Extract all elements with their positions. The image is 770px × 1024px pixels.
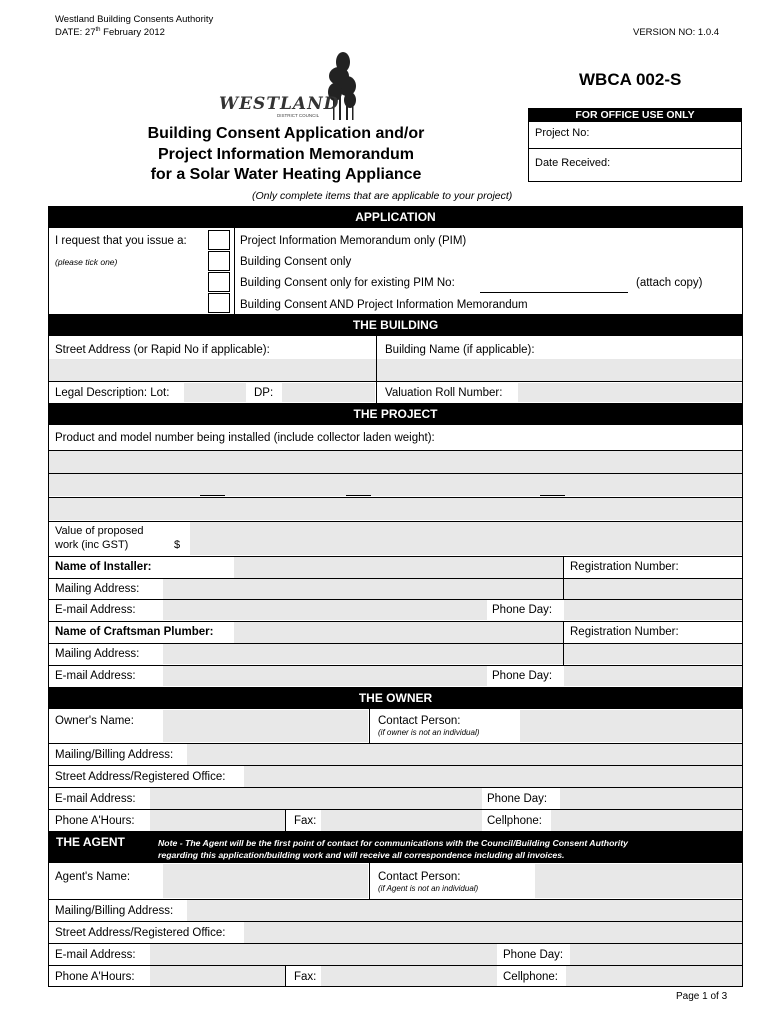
project-no-label: Project No: [535, 127, 590, 139]
application-heading: APPLICATION [48, 206, 743, 228]
title-note: (Only complete items that are applicable to your project) [252, 190, 513, 202]
agent-email-input[interactable] [150, 944, 497, 965]
owner-phone-ah-input[interactable] [150, 810, 285, 831]
installer-email-label: E-mail Address: [55, 604, 136, 616]
agent-phone-day-input[interactable] [570, 944, 742, 965]
installer-registration-input[interactable] [564, 579, 742, 599]
installer-email-input[interactable] [163, 600, 487, 620]
plumber-email-label: E-mail Address: [55, 670, 136, 682]
product-tick-mark-1 [200, 495, 225, 496]
valuation-roll-label: Valuation Roll Number: [385, 387, 503, 399]
owner-phone-day-label: Phone Day: [487, 793, 548, 805]
date-suffix: February 2012 [100, 27, 165, 39]
owner-fax-input[interactable] [321, 810, 482, 831]
agent-phone-ah-input[interactable] [150, 966, 285, 986]
agent-fax-divider [285, 965, 286, 987]
attach-copy-note: (attach copy) [636, 277, 703, 289]
installer-mailing-input[interactable] [163, 579, 563, 599]
version-number: VERSION NO: 1.0.4 [633, 27, 720, 38]
plumber-phone-day-input[interactable] [564, 666, 742, 686]
street-address-label: Street Address (or Rapid No if applicable): [55, 344, 270, 356]
option-consent-existing-pim: Building Consent only for existing PIM No: [240, 277, 455, 289]
plumber-registration-label: Registration Number: [570, 626, 679, 638]
agent-cellphone-label: Cellphone: [503, 971, 558, 983]
office-use-title: FOR OFFICE USE ONLY [528, 108, 742, 122]
value-label-line-2: work (inc GST) [55, 539, 129, 551]
plumber-mailing-input[interactable] [163, 644, 563, 664]
plumber-name-input[interactable] [234, 622, 563, 643]
tick-box-consent[interactable] [208, 251, 230, 271]
owner-heading: THE OWNER [48, 687, 743, 709]
agent-note [158, 837, 628, 861]
owner-cellphone-label: Cellphone: [487, 815, 542, 827]
authority-name: Westland Building Consents Authority [55, 14, 214, 25]
date-sup: th [95, 27, 101, 33]
owner-street-label: Street Address/Registered Office: [55, 771, 226, 783]
agent-fax-input[interactable] [321, 966, 497, 986]
owner-fax-label: Fax: [294, 815, 317, 827]
option-consent: Building Consent only [240, 256, 352, 268]
owner-contact-person-input[interactable] [520, 710, 742, 742]
agent-note-line-2: regarding this application/building work and will receive all correspondence including all invoices. [158, 850, 565, 860]
agent-contact-person-label: Contact Person: [378, 871, 461, 883]
agent-mailing-label: Mailing/Billing Address: [55, 905, 174, 917]
owner-phone-day-input[interactable] [560, 788, 742, 809]
agents-name-label: Agent's Name: [55, 871, 131, 883]
agent-cellphone-input[interactable] [566, 966, 742, 986]
plumber-mailing-label: Mailing Address: [55, 648, 140, 660]
plumber-registration-input[interactable] [564, 644, 742, 664]
title-line-1: Building Consent Application and/or [147, 125, 425, 142]
owner-contact-divider [369, 709, 370, 743]
lot-input[interactable] [184, 383, 246, 402]
tick-hint: (please tick one) [55, 257, 118, 267]
form-code: WBCA 002-S [579, 70, 682, 89]
agents-name-input[interactable] [163, 864, 368, 898]
currency-symbol: $ [174, 539, 181, 551]
owner-mailing-label: Mailing/Billing Address: [55, 749, 174, 761]
product-tick-mark-2 [346, 495, 371, 496]
owner-street-input[interactable] [244, 766, 742, 787]
plumber-email-input[interactable] [163, 666, 487, 686]
tick-column-divider [234, 228, 235, 314]
request-label: I request that you issue a: [55, 235, 187, 247]
agent-street-input[interactable] [244, 922, 742, 943]
owner-fax-divider [285, 809, 286, 831]
owners-name-label: Owner's Name: [55, 715, 134, 727]
value-of-work-input[interactable] [190, 522, 742, 555]
option-pim: Project Information Memorandum only (PIM) [240, 235, 467, 247]
tick-box-consent-and-pim[interactable] [208, 293, 230, 313]
product-input-line-1[interactable] [49, 451, 742, 473]
office-divider [528, 148, 742, 149]
product-model-label: Product and model number being installed (include collector laden weight): [55, 432, 435, 444]
westland-logo [215, 50, 365, 122]
owner-contact-note: (if owner is not an individual) [378, 728, 480, 737]
tick-box-consent-existing-pim[interactable] [208, 272, 230, 292]
product-input-line-2[interactable] [49, 474, 742, 496]
plumber-name-label: Name of Craftsman Plumber: [55, 626, 214, 638]
owners-name-input[interactable] [163, 710, 368, 742]
agent-note-line-1: Note - The Agent will be the first point of contact for communications with the Council/Building Consent Authority [158, 838, 628, 848]
legal-description-label: Legal Description: Lot: [55, 387, 170, 399]
agent-street-label: Street Address/Registered Office: [55, 927, 226, 939]
building-name-input[interactable] [377, 359, 742, 381]
owner-email-label: E-mail Address: [55, 793, 136, 805]
installer-registration-label: Registration Number: [570, 561, 679, 573]
agent-contact-note: (if Agent is not an individual) [378, 884, 479, 893]
agent-heading: THE AGENT [56, 835, 125, 849]
agent-contact-person-input[interactable] [535, 864, 742, 898]
agent-fax-label: Fax: [294, 971, 317, 983]
option-consent-and-pim: Building Consent AND Project Information Memorandum [240, 299, 528, 311]
product-tick-mark-3 [540, 495, 565, 496]
owner-mailing-input[interactable] [187, 744, 742, 765]
building-rule [48, 381, 743, 382]
valuation-roll-input[interactable] [518, 383, 742, 402]
project-heading: THE PROJECT [48, 403, 743, 425]
title-line-3: for a Solar Water Heating Appliance [150, 166, 422, 183]
installer-name-label: Name of Installer: [55, 561, 152, 573]
date-prefix: DATE: 27 [55, 27, 96, 39]
agent-phone-day-label: Phone Day: [503, 949, 564, 961]
tick-box-pim[interactable] [208, 230, 230, 250]
pim-number-line[interactable] [480, 292, 628, 293]
logo-subtext: DISTRICT COUNCIL [277, 113, 320, 118]
agent-email-label: E-mail Address: [55, 949, 136, 961]
page-title [96, 124, 476, 186]
owner-cellphone-input[interactable] [551, 810, 742, 831]
form-date [55, 25, 165, 38]
owner-email-input[interactable] [150, 788, 482, 809]
dp-label: DP: [254, 387, 274, 399]
agent-contact-divider [369, 863, 370, 899]
agent-mailing-input[interactable] [187, 900, 742, 921]
title-line-2: Project Information Memorandum [157, 145, 415, 163]
installer-mailing-label: Mailing Address: [55, 583, 140, 595]
logo-wordmark: WESTLAND [219, 94, 340, 114]
installer-phone-day-input[interactable] [564, 600, 742, 620]
building-heading: THE BUILDING [48, 314, 743, 336]
building-name-label: Building Name (if applicable): [385, 344, 535, 356]
installer-phone-day-label: Phone Day: [492, 604, 553, 616]
value-label-line-1: Value of proposed [55, 525, 144, 537]
date-received-label: Date Received: [535, 157, 611, 169]
street-address-input[interactable] [49, 359, 376, 381]
owner-contact-person-label: Contact Person: [378, 715, 461, 727]
owner-phone-ah-label: Phone A'Hours: [55, 815, 135, 827]
plumber-phone-day-label: Phone Day: [492, 670, 553, 682]
installer-name-input[interactable] [234, 557, 563, 578]
page-number: Page 1 of 3 [676, 991, 728, 1002]
product-input-line-3[interactable] [49, 498, 742, 520]
dp-input[interactable] [282, 383, 375, 402]
agent-phone-ah-label: Phone A'Hours: [55, 971, 135, 983]
